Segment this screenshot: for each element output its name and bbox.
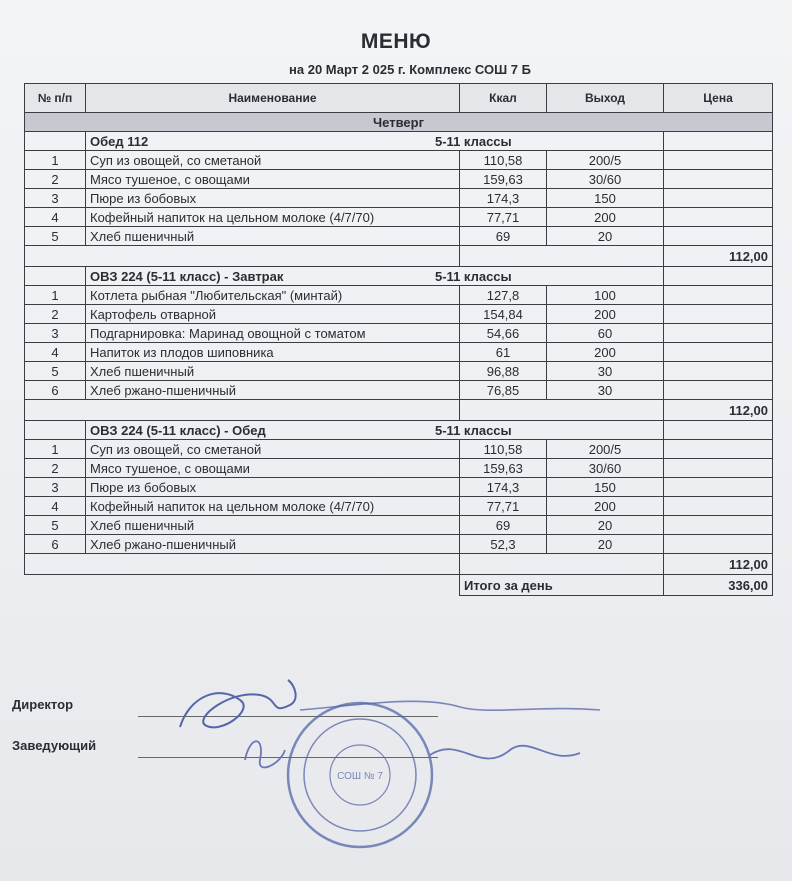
subtotal-value: 112,00 xyxy=(664,246,773,267)
subtotal-label-cell xyxy=(460,400,664,421)
group-price-cell xyxy=(664,421,773,440)
item-number: 5 xyxy=(25,227,86,246)
item-number: 5 xyxy=(25,516,86,535)
item-output: 30 xyxy=(547,362,664,381)
group-name: ОВЗ 224 (5-11 класс) - Завтрак xyxy=(90,268,284,284)
group-number-cell xyxy=(25,267,86,286)
item-name: Пюре из бобовых xyxy=(86,478,460,497)
item-kcal: 69 xyxy=(460,516,547,535)
menu-table xyxy=(24,83,773,596)
item-price xyxy=(664,305,773,324)
item-output: 150 xyxy=(547,478,664,497)
item-name: Пюре из бобовых xyxy=(86,189,460,208)
item-name: Хлеб ржано-пшеничный xyxy=(86,381,460,400)
total-spacer xyxy=(25,575,460,596)
item-number: 2 xyxy=(25,305,86,324)
signatures-and-stamp xyxy=(160,665,620,875)
item-price xyxy=(664,324,773,343)
item-name: Кофейный напиток на цельном молоке (4/7/70) xyxy=(86,497,460,516)
table-row xyxy=(25,208,773,227)
table-row xyxy=(25,459,773,478)
item-kcal: 174,3 xyxy=(460,189,547,208)
item-number: 1 xyxy=(25,286,86,305)
total-value: 336,00 xyxy=(664,575,773,596)
table-row xyxy=(25,381,773,400)
col-header-kcal: Ккал xyxy=(460,84,547,113)
group-price-cell xyxy=(664,267,773,286)
item-kcal: 110,58 xyxy=(460,151,547,170)
item-number: 2 xyxy=(25,170,86,189)
subtotal-row xyxy=(25,554,773,575)
group-name-cell xyxy=(86,132,664,151)
item-price xyxy=(664,343,773,362)
table-row xyxy=(25,343,773,362)
col-header-number: № п/п xyxy=(25,84,86,113)
subtotal-value: 112,00 xyxy=(664,400,773,421)
item-number: 3 xyxy=(25,478,86,497)
table-row xyxy=(25,286,773,305)
day-label: Четверг xyxy=(25,113,773,132)
table-row xyxy=(25,362,773,381)
item-name: Котлета рыбная "Любительская" (минтай) xyxy=(86,286,460,305)
item-number: 4 xyxy=(25,497,86,516)
item-name: Мясо тушеное, с овощами xyxy=(86,170,460,189)
item-output: 200 xyxy=(547,305,664,324)
group-header-row xyxy=(25,421,773,440)
item-kcal: 69 xyxy=(460,227,547,246)
item-number: 6 xyxy=(25,381,86,400)
group-number-cell xyxy=(25,132,86,151)
group-name-cell xyxy=(86,267,664,286)
item-output: 30/60 xyxy=(547,459,664,478)
item-kcal: 96,88 xyxy=(460,362,547,381)
day-row xyxy=(25,113,773,132)
group-name: Обед 112 xyxy=(90,133,149,149)
item-name: Хлеб ржано-пшеничный xyxy=(86,535,460,554)
item-name: Мясо тушеное, с овощами xyxy=(86,459,460,478)
group-header-row xyxy=(25,132,773,151)
item-output: 30 xyxy=(547,381,664,400)
table-row xyxy=(25,151,773,170)
item-number: 1 xyxy=(25,440,86,459)
item-price xyxy=(664,227,773,246)
group-classes: 5-11 классы xyxy=(435,268,512,284)
item-number: 1 xyxy=(25,151,86,170)
group-name-cell xyxy=(86,421,664,440)
table-row xyxy=(25,324,773,343)
item-output: 200/5 xyxy=(547,151,664,170)
item-price xyxy=(664,362,773,381)
item-kcal: 52,3 xyxy=(460,535,547,554)
item-kcal: 77,71 xyxy=(460,497,547,516)
subtotal-label-cell xyxy=(460,246,664,267)
item-output: 100 xyxy=(547,286,664,305)
total-row xyxy=(25,575,773,596)
total-label: Итого за день xyxy=(460,575,664,596)
director-label: Директор xyxy=(12,697,74,712)
table-row xyxy=(25,516,773,535)
item-name: Напиток из плодов шиповника xyxy=(86,343,460,362)
item-kcal: 61 xyxy=(460,343,547,362)
subtotal-row xyxy=(25,400,773,421)
item-price xyxy=(664,189,773,208)
item-price xyxy=(664,208,773,227)
item-name: Суп из овощей, со сметаной xyxy=(86,440,460,459)
item-kcal: 154,84 xyxy=(460,305,547,324)
item-output: 30/60 xyxy=(547,170,664,189)
group-name: ОВЗ 224 (5-11 класс) - Обед xyxy=(90,422,266,438)
document-title: МЕНЮ xyxy=(360,30,432,53)
item-number: 3 xyxy=(25,324,86,343)
group-price-cell xyxy=(664,132,773,151)
group-classes: 5-11 классы xyxy=(435,422,512,438)
item-name: Хлеб пшеничный xyxy=(86,516,460,535)
table-row xyxy=(25,189,773,208)
document-subtitle: на 20 Март 2 025 г. Комплекс СОШ 7 Б xyxy=(289,62,531,77)
item-name: Картофель отварной xyxy=(86,305,460,324)
group-header-row xyxy=(25,267,773,286)
subtotal-spacer xyxy=(25,554,460,575)
table-row xyxy=(25,227,773,246)
item-output: 200 xyxy=(547,343,664,362)
item-price xyxy=(664,286,773,305)
col-header-output: Выход xyxy=(547,84,664,113)
subtotal-row xyxy=(25,246,773,267)
item-kcal: 54,66 xyxy=(460,324,547,343)
item-name: Подгарнировка: Маринад овощной с томатом xyxy=(86,324,460,343)
menu-table-body xyxy=(25,113,773,596)
stamp-text: СОШ № 7 xyxy=(337,771,383,782)
subtotal-label-cell xyxy=(460,554,664,575)
item-price xyxy=(664,516,773,535)
item-kcal: 77,71 xyxy=(460,208,547,227)
item-price xyxy=(664,381,773,400)
item-name: Суп из овощей, со сметаной xyxy=(86,151,460,170)
item-output: 150 xyxy=(547,189,664,208)
subtotal-spacer xyxy=(25,400,460,421)
item-kcal: 110,58 xyxy=(460,440,547,459)
group-number-cell xyxy=(25,421,86,440)
director-signature xyxy=(180,680,296,727)
item-output: 20 xyxy=(547,227,664,246)
item-output: 20 xyxy=(547,535,664,554)
item-kcal: 174,3 xyxy=(460,478,547,497)
table-row xyxy=(25,440,773,459)
item-price xyxy=(664,151,773,170)
item-price xyxy=(664,440,773,459)
item-output: 200 xyxy=(547,208,664,227)
item-number: 2 xyxy=(25,459,86,478)
table-row xyxy=(25,478,773,497)
item-price xyxy=(664,459,773,478)
item-price xyxy=(664,535,773,554)
subtotal-value: 112,00 xyxy=(664,554,773,575)
item-name: Хлеб пшеничный xyxy=(86,227,460,246)
item-price xyxy=(664,478,773,497)
table-row xyxy=(25,497,773,516)
item-name: Хлеб пшеничный xyxy=(86,362,460,381)
manager-label: Заведующий xyxy=(12,738,97,753)
item-output: 20 xyxy=(547,516,664,535)
item-number: 5 xyxy=(25,362,86,381)
group-classes: 5-11 классы xyxy=(435,133,512,149)
item-kcal: 76,85 xyxy=(460,381,547,400)
item-name: Кофейный напиток на цельном молоке (4/7/70) xyxy=(86,208,460,227)
col-header-name: Наименование xyxy=(86,84,460,113)
table-row xyxy=(25,535,773,554)
official-stamp xyxy=(288,703,432,847)
item-kcal: 159,63 xyxy=(460,170,547,189)
col-header-price: Цена xyxy=(664,84,773,113)
item-number: 6 xyxy=(25,535,86,554)
item-output: 60 xyxy=(547,324,664,343)
item-output: 200/5 xyxy=(547,440,664,459)
subtotal-spacer xyxy=(25,246,460,267)
item-output: 200 xyxy=(547,497,664,516)
item-price xyxy=(664,170,773,189)
table-row xyxy=(25,170,773,189)
item-price xyxy=(664,497,773,516)
item-number: 4 xyxy=(25,343,86,362)
item-kcal: 127,8 xyxy=(460,286,547,305)
item-number: 4 xyxy=(25,208,86,227)
item-kcal: 159,63 xyxy=(460,459,547,478)
item-number: 3 xyxy=(25,189,86,208)
table-row xyxy=(25,305,773,324)
table-header-row xyxy=(25,84,773,113)
